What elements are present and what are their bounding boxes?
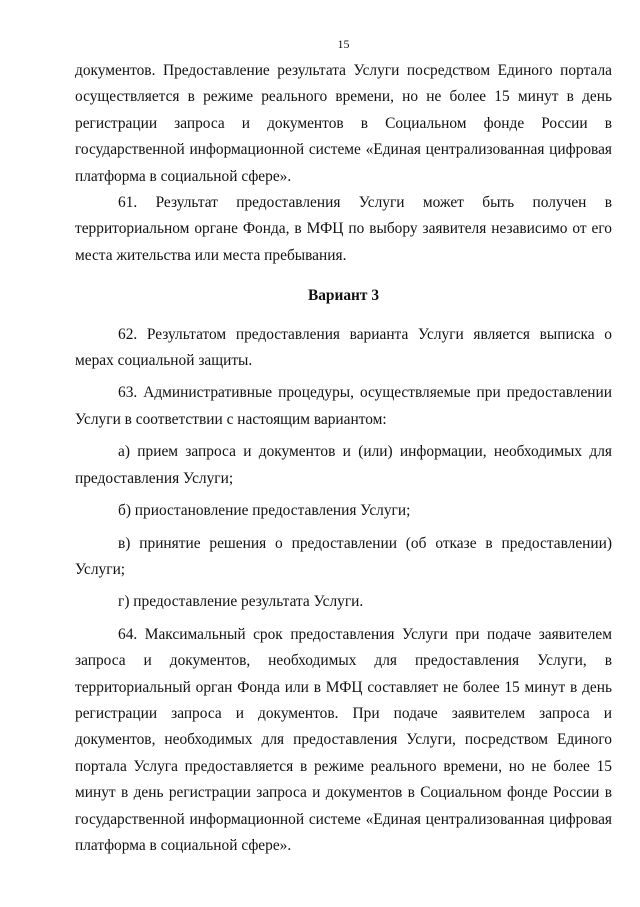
list-item-v: в) принятие решения о предоставлении (об отказе в предоставлении) Услуги; — [75, 534, 612, 578]
list-item-a: а) прием запроса и документов и (или) информации, необходимых для предоставления Услуги; — [75, 443, 612, 487]
paragraph-61: 61. Результат предоставления Услуги может быть получен в территориальном органе Фонда, в МФЦ по выбору заявителя независимо от его места жительства или места пребывания. — [75, 194, 612, 264]
paragraph-64: 64. Максимальный срок предоставления Услуги при подаче заявителем запроса и документов, необходимых для предоставления Услуги, в территориальный орган Фонда или в МФЦ составляет не более 15 минут в день регистрации запроса и документов. При подаче заявителем запроса и документов, необходимых для предоставления Услуги, посредством Единого портала Услуга предоставляется в режиме реального времени, но не более 15 минут в день регистрации запроса и документов в Социальном фонде России в государственной информационной системе «Единая централизованная цифровая платформа в социальной сфере». — [75, 625, 612, 854]
paragraph-62: 62. Результатом предоставления варианта Услуги является выписка о мерах социальной защиты. — [75, 325, 612, 370]
list-item-g: г) предоставление результата Услуги. — [118, 593, 364, 611]
list-item-b: б) приостановление предоставления Услуги; — [118, 502, 411, 520]
paragraph-63: 63. Административные процедуры, осуществляемые при предоставлении Услуги в соответствии с настоящим вариантом: — [75, 384, 612, 428]
page-number: 15 — [337, 37, 350, 51]
paragraph-continuation: документов. Предоставление результата Услуги посредством Единого портала осуществляется в режиме реального времени, но не более 15 минут в день регистрации запроса и документов в Социальном фонде России в государственной информационной системе «Единая централизованная цифровая платформа в социальной сфере». — [75, 62, 612, 185]
section-heading: Вариант 3 — [307, 287, 380, 305]
